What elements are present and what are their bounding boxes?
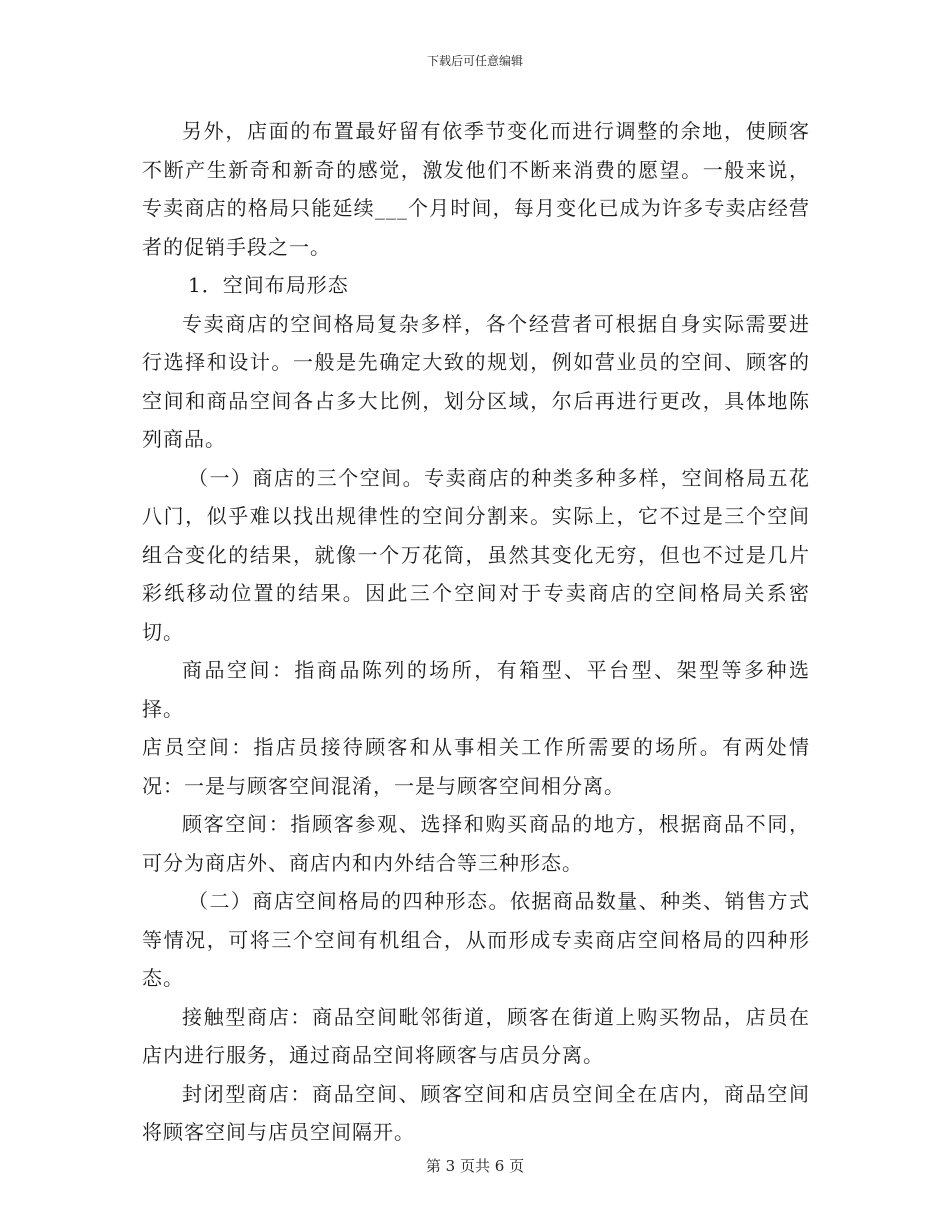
section-heading-space-layout: 1．空间布局形态 xyxy=(188,273,349,297)
paragraph-space-layout-intro: 专卖商店的空间格局复杂多样，各个经营者可根据自身实际需要进行选择和设计。一般是先确定大致的规划，例如营业员的空间、顾客的空间和商品空间各占多大比例，划分区域，尔后再进行更改，具体地陈列商品。 xyxy=(142,311,810,451)
document-body xyxy=(142,112,810,1152)
page-number: 第 3 页共 6 页 xyxy=(425,1157,525,1175)
paragraph-closed-store: 封闭型商店：商品空间、顾客空间和店员空间全在店内，商品空间将顾客空间与店员空间隔开。 xyxy=(142,1081,810,1144)
paragraph-product-space: 商品空间：指商品陈列的场所，有箱型、平台型、架型等多种选择。 xyxy=(142,658,810,721)
page-header: 下载后可任意编辑 xyxy=(426,54,523,68)
paragraph-contact-store: 接触型商店：商品空间毗邻街道，顾客在街道上购买物品，店员在店内进行服务，通过商品空间将顾客与店员分离。 xyxy=(142,1004,810,1067)
paragraph-customer-space: 顾客空间：指顾客参观、选择和购买商品的地方，根据商品不同，可分为商店外、商店内和内外结合等三种形态。 xyxy=(142,812,810,875)
paragraph-store-layout-season: 另外，店面的布置最好留有依季节变化而进行调整的余地，使顾客不断产生新奇和新奇的感觉，激发他们不断来消费的愿望。一般来说，专卖商店的格局只能延续___个月时间，每月变化已成为许多专卖店经营者的促销手段之一。 xyxy=(142,119,810,259)
paragraph-three-spaces: （一）商店的三个空间。专卖商店的种类多种多样，空间格局五花八门，似乎难以找出规律性的空间分割来。实际上，它不过是三个空间组合变化的结果，就像一个万花筒，虽然其变化无穷，但也不过是几片彩纸移动位置的结果。因此三个空间对于专卖商店的空间格局关系密切。 xyxy=(142,465,810,644)
paragraph-four-forms: （二）商店空间格局的四种形态。依据商品数量、种类、销售方式等情况，可将三个空间有机组合，从而形成专卖商店空间格局的四种形态。 xyxy=(142,889,810,990)
paragraph-staff-space: 店员空间：指店员接待顾客和从事相关工作所需要的场所。有两处情况：一是与顾客空间混淆，一是与顾客空间相分离。 xyxy=(142,735,810,798)
